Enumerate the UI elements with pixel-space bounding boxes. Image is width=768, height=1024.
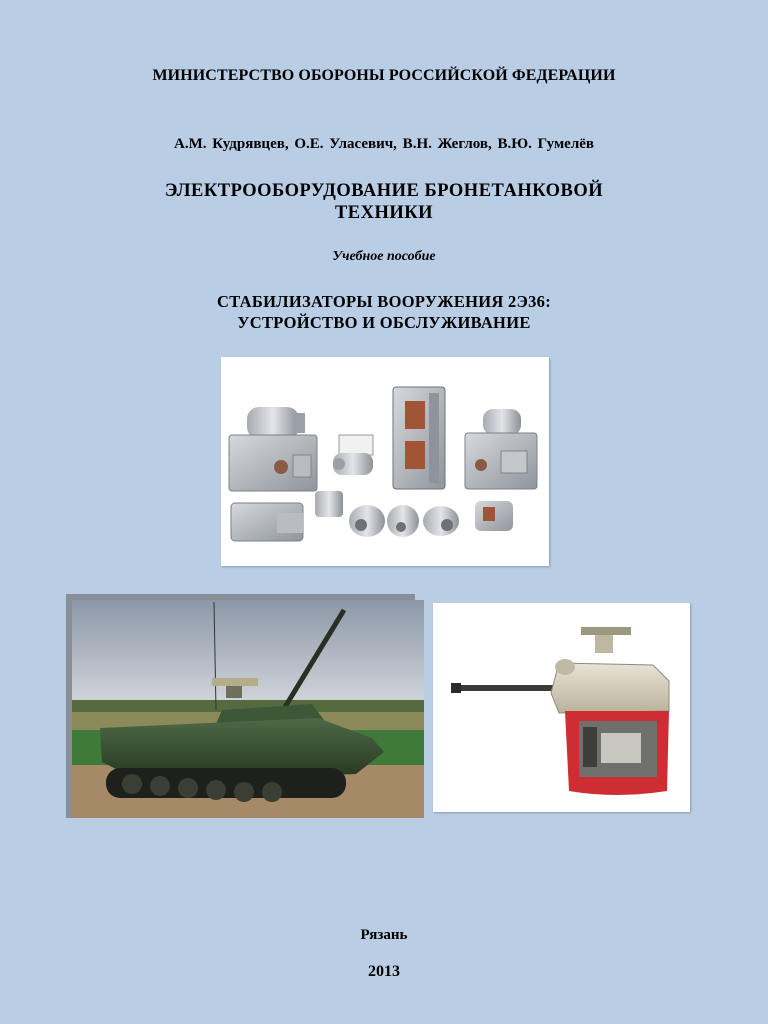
stabilizer-components-photo [221,357,549,566]
book-title-line-1: ЭЛЕКТРООБОРУДОВАНИЕ БРОНЕТАНКОВОЙ [164,181,604,201]
book-topic [0,291,768,333]
book-topic-line-2: УСТРОЙСТВО И ОБСЛУЖИВАНИЕ [237,313,531,332]
publication-year: 2013 [368,963,400,980]
book-topic-line-1: СТАБИЛИЗАТОРЫ ВООРУЖЕНИЯ 2Э36: [216,292,551,311]
armored-vehicle-photo [72,600,424,818]
book-title-line-2: ТЕХНИКИ [334,203,434,223]
book-subtitle: Учебное пособие [332,249,436,264]
publication-city: Рязань [360,927,408,943]
book-title [0,180,768,224]
authors-line: А.М. Кудрявцев, О.Е. Уласевич, В.Н. Жеглов, В.Ю. Гумелёв [173,136,594,152]
ministry-name: МИНИСТЕРСТВО ОБОРОНЫ РОССИЙСКОЙ ФЕДЕРАЦИИ [152,67,616,84]
turret-module-photo [433,603,690,812]
